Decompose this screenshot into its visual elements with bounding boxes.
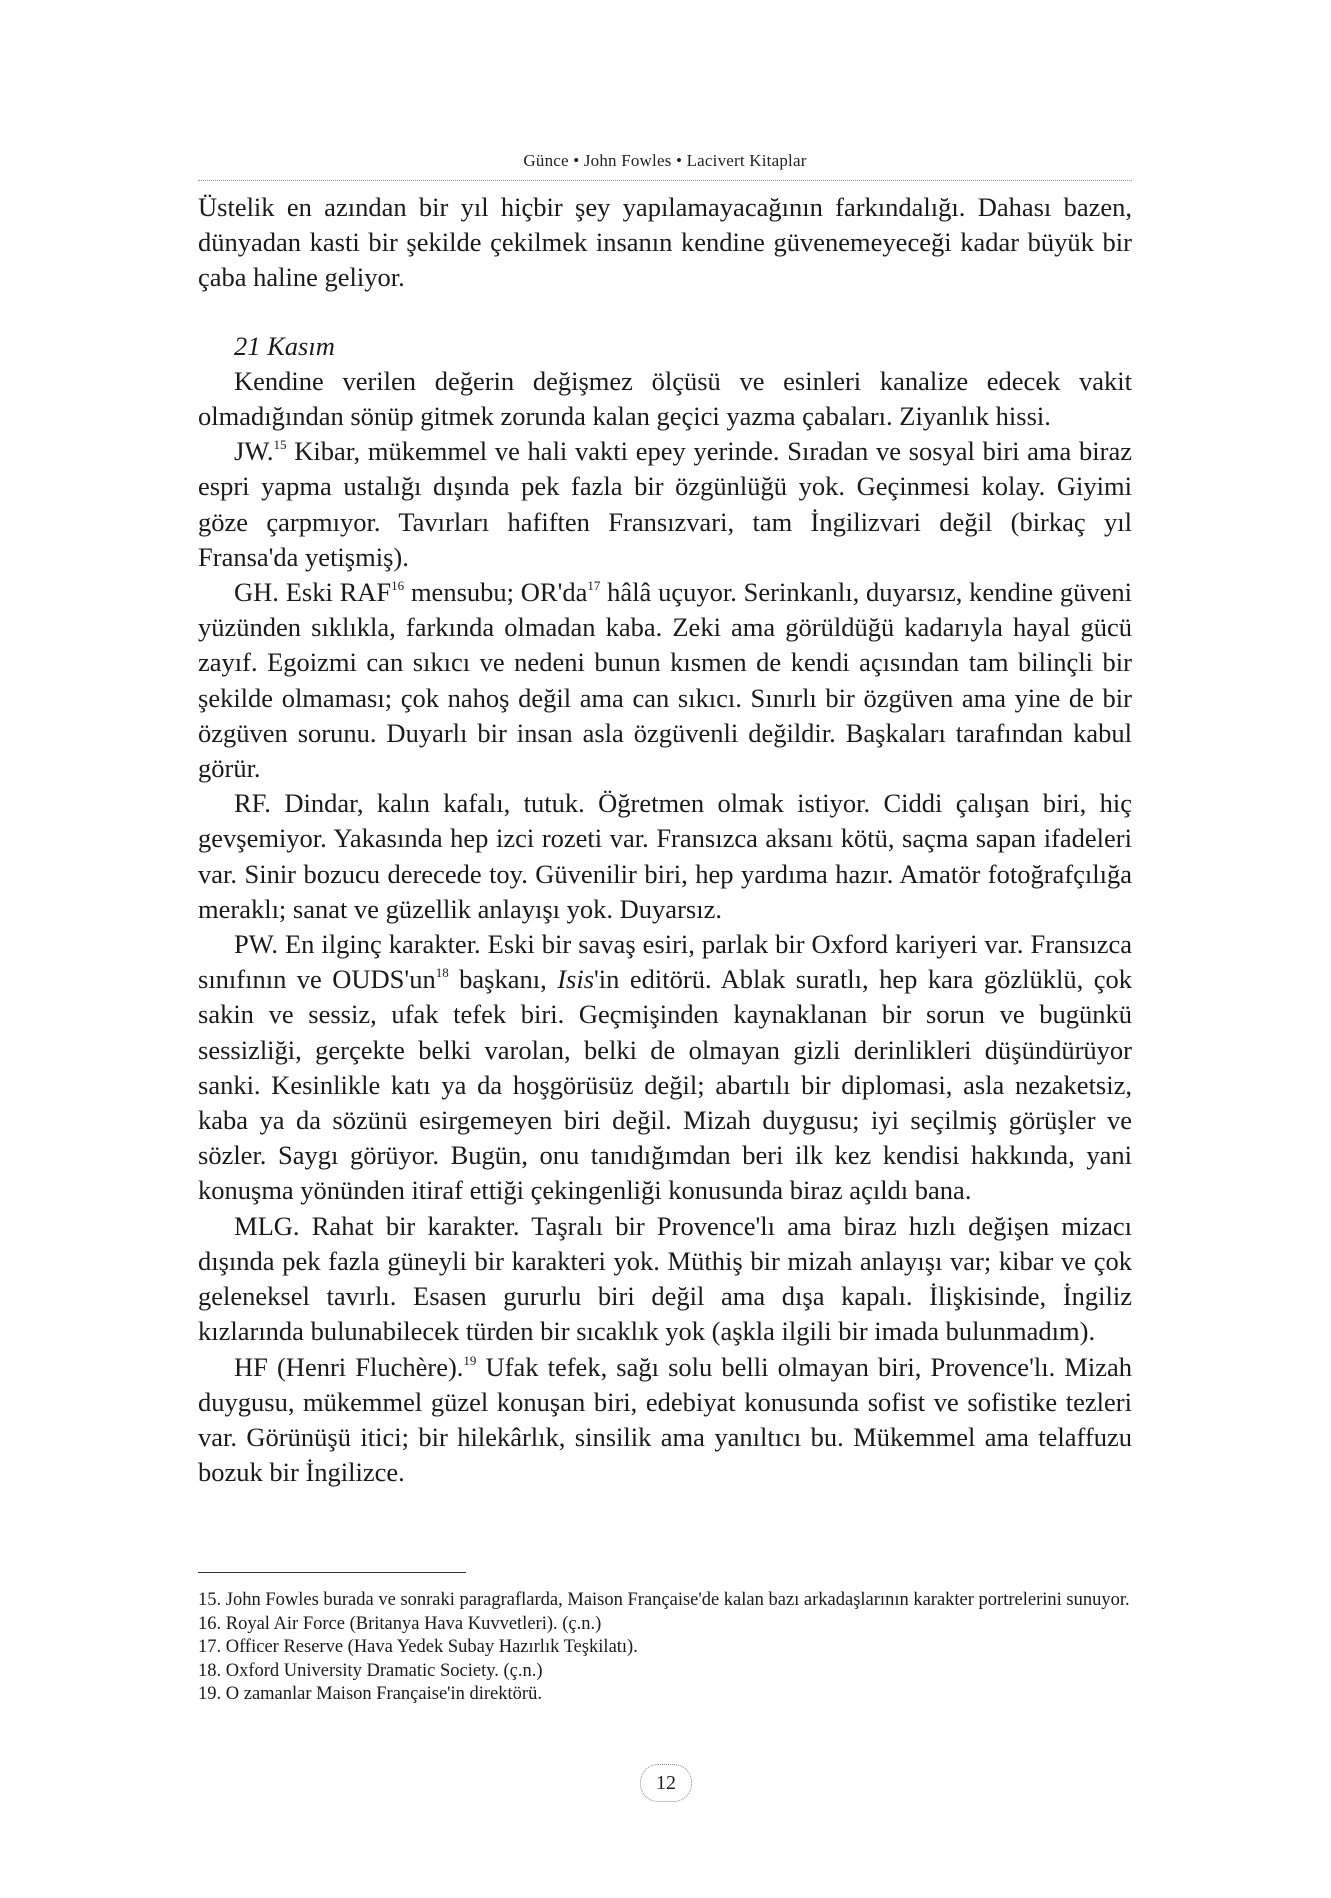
footnote-15: 15. John Fowles burada ve sonraki paragraflarda, Maison Française'de kalan bazı arkadaşlarının karakter portrelerini sunuyor.: [198, 1590, 1130, 1610]
paragraph-gh-mid: mensubu; OR'da: [404, 577, 588, 608]
isis-title: Isis: [557, 964, 595, 995]
paragraph-jw-lead: JW.: [234, 436, 274, 467]
paragraph-hf-text: Ufak tefek, sağı solu belli olmayan biri, Provence'lı. Mizah duygusu, mükemmel güzel konuşan biri, edebiyat konusunda sofist ve sofistike tezleri var. Görünüşü itici; bir hilekârlık, sinsilik ama yanıltıcı bu. Mükemmel ama telaffuzu bozuk bir İngilizce.: [198, 1351, 1132, 1488]
diary-date: 21 Kasım: [234, 330, 335, 361]
paragraph-gh-text: hâlâ uçuyor. Serinkanlı, duyarsız, kendine güveni yüzünden sıklıkla, farkında olmadan kaba. Zeki ama görüldüğü kadarıyla hayal gücü zayıf. Egoizmi can sıkıcı ve nedeni bunun kısmen de kendi açısından tam bilinçli bir şekilde olmaması; çok nahoş değil ama can sıkıcı. Sınırlı bir özgüven ama yine de bir özgüven sorunu. Duyarlı bir insan asla özgüvenli değildir. Başkaları tarafından kabul görür.: [198, 577, 1132, 784]
paragraph-pw: [198, 927, 1132, 1209]
paragraph-intro: Kendine verilen değerin değişmez ölçüsü ve esinleri kanalize edecek vakit olmadığından sönüp gitmek zorunda kalan geçici yazma çabaları. Ziyanlık hissi.: [198, 365, 1132, 432]
footnotes: [198, 1589, 1132, 1707]
footnote-ref-17[interactable]: 17: [587, 578, 601, 594]
paragraph-rf: RF. Dindar, kalın kafalı, tutuk. Öğretmen olmak istiyor. Ciddi çalışan biri, hiç gevşemiyor. Yakasında hep izci rozeti var. Fransızca aksanı kötü, saçma sapan ifadeleri var. Sinir bozucu derecede toy. Güvenilir biri, hep yardıma hazır. Amatör fotoğrafçılığa meraklı; sanat ve güzellik anlayışı yok. Duyarsız.: [198, 788, 1132, 924]
header-rule: [198, 180, 1132, 181]
paragraph-jw: [198, 434, 1132, 575]
page-number: 12: [640, 1764, 692, 1802]
paragraph-pw-text: 'in editörü. Ablak suratlı, hep kara gözlüklü, çok sakin ve sessiz, ufak tefek biri. Geçmişinden kaynaklanan bir sorun ve bugünkü sessizliği, gerçekte belki varolan, belki de olmayan gizli derinlikleri düşündürüyor sanki. Kesinlikle katı ya da hoşgörüsüz değil; abartılı bir diplomasi, asla nezaketsiz, kaba ya da sözünü esirgemeyen biri değil. Mizah duygusu; iyi seçilmiş görüşler ve sözler. Saygı görüyor. Bugün, onu tanıdığımdan beri ilk kez kendisi hakkında, yani konuşma yönünden itiraf ettiği çekingenliği konusunda biraz açıldı bana.: [198, 964, 1132, 1206]
footnote-ref-15[interactable]: 15: [273, 437, 287, 453]
paragraph-hf: [198, 1350, 1132, 1491]
paragraph-hf-lead: HF (Henri Fluchère).: [234, 1351, 464, 1382]
paragraph-pw-mid: başkanı,: [448, 964, 558, 995]
footnote-ref-19[interactable]: 19: [463, 1352, 477, 1368]
paragraph-opening: Üstelik en azından bir yıl hiçbir şey yapılamayacağının farkındalığı. Dahası bazen, dünyadan kasti bir şekilde çekilmek insanın kendine güvenemeyeceği kadar büyük bir çaba haline geliyor.: [198, 192, 1132, 293]
running-head: Günce • John Fowles • Lacivert Kitaplar: [523, 151, 807, 170]
section-spacer: [198, 296, 1132, 329]
body-text: [198, 190, 1132, 1490]
paragraph-gh-lead: GH. Eski RAF: [234, 577, 392, 608]
footnote-ref-16[interactable]: 16: [391, 578, 405, 594]
footnote-19: 19. O zamanlar Maison Française'in direktörü.: [198, 1684, 542, 1704]
footnote-ref-18[interactable]: 18: [435, 965, 449, 981]
paragraph-gh: [198, 575, 1132, 786]
footnote-17: 17. Officer Reserve (Hava Yedek Subay Hazırlık Teşkilatı).: [198, 1637, 638, 1657]
paragraph-mlg: MLG. Rahat bir karakter. Taşralı bir Provence'lı ama biraz hızlı değişen mizacı dışında pek fazla güneyli bir karakteri yok. Müthiş bir mizah anlayışı var; kibar ve çok geleneksel tavırlı. Esasen gururlu biri değil ama dışa kapalı. İlişkisinde, İngiliz kızlarında bulunabilecek türden bir sıcaklık yok (aşkla ilgili bir imada bulunmadım).: [198, 1210, 1132, 1347]
footnote-18: 18. Oxford University Dramatic Society. (ç.n.): [198, 1660, 543, 1681]
footnote-16: 16. Royal Air Force (Britanya Hava Kuvvetleri). (ç.n.): [198, 1613, 602, 1634]
footnote-rule: [198, 1572, 466, 1573]
paragraph-pw-lead: PW. En ilginç karakter. Eski bir savaş esiri, parlak bir Oxford kariyeri var. Fransızca sınıfının ve OUDS'un: [198, 929, 1132, 995]
paragraph-jw-text: Kibar, mükemmel ve hali vakti epey yerinde. Sıradan ve sosyal biri ama biraz espri yapma ustalığı dışında pek fazla bir özgünlüğü yok. Geçinmesi kolay. Giyimi göze çarpmıyor. Tavırları hafiften Fransızvari, tam İngilizvari değil (birkaç yıl Fransa'da yetişmiş).: [198, 436, 1132, 572]
